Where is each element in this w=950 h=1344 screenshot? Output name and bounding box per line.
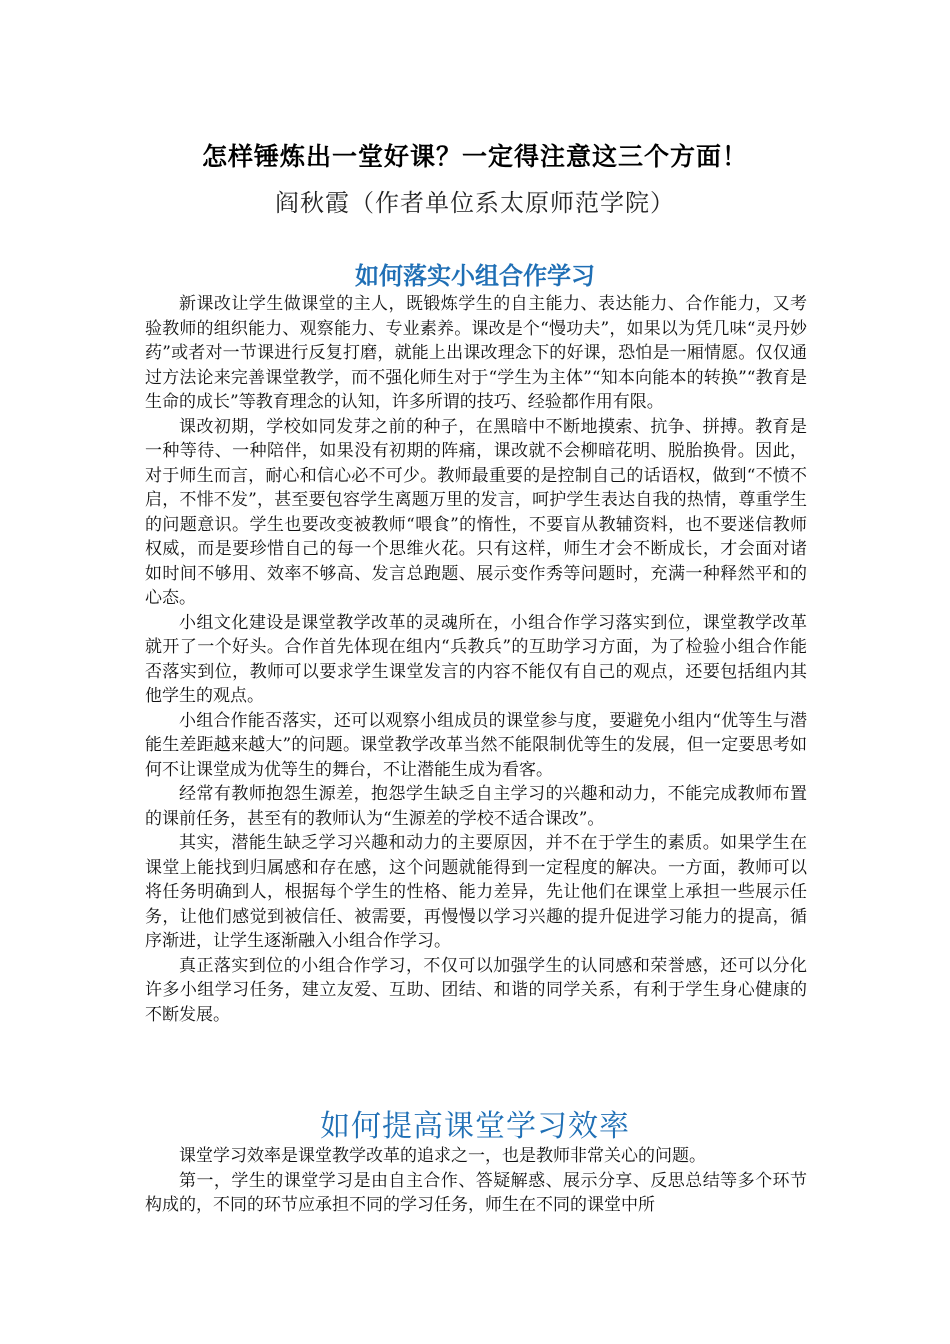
section-body-efficiency bbox=[145, 1144, 807, 1218]
paragraph: 课改初期，学校如同发芽之前的种子，在黑暗中不断地摸索、抗争、拼搏。教育是一种等待、一种陪伴，如果没有初期的阵痛，课改就不会柳暗花明、脱胎换骨。因此，对于师生而言，耐心和信心必不可少。教师最重要的是控制自己的话语权，做到“不愤不启，不悱不发”，甚至要包容学生离题万里的发言，呵护学生表达自我的热情，尊重学生的问题意识。学生也要改变被教师“喂食”的惰性，不要盲从教辅资料，也不要迷信教师权威，而是要珍惜自己的每一个思维火花。只有这样，师生才会不断成长，才会面对诸如时间不够用、效率不够高、发言总跑题、展示变作秀等问题时，充满一种释然平和的心态。 bbox=[145, 416, 807, 608]
paragraph: 第一，学生的课堂学习是由自主合作、答疑解惑、展示分享、反思总结等多个环节构成的，不同的环节应承担不同的学习任务，师生在不同的课堂中所 bbox=[145, 1170, 807, 1215]
paragraph: 新课改让学生做课堂的主人，既锻炼学生的自主能力、表达能力、合作能力，又考验教师的组织能力、观察能力、专业素养。课改是个“慢功夫”，如果以为凭几味“灵丹妙药”或者对一节课进行反复打磨，就能上出课改理念下的好课，恐怕是一厢情愿。仅仅通过方法论来完善课堂教学，而不强化师生对于“学生为主体”“知本向能本的转换”“教育是生命的成长”等教育理念的认知，许多所谓的技巧、经验都作用有限。 bbox=[145, 294, 807, 412]
section-body-group-learning bbox=[145, 292, 807, 1027]
paragraph: 小组文化建设是课堂教学改革的灵魂所在，小组合作学习落实到位，课堂教学改革就开了一个好头。合作首先体现在组内“兵教兵”的互助学习方面，为了检验小组合作能否落实到位，教师可以要求学生课堂发言的内容不能仅有自己的观点，还要包括组内其他学生的观点。 bbox=[145, 612, 807, 706]
section-heading-efficiency: 如何提高课堂学习效率 bbox=[320, 1109, 630, 1144]
paragraph: 小组合作能否落实，还可以观察小组成员的课堂参与度，要避免小组内“优等生与潜能生差距越来越大”的问题。课堂教学改革当然不能限制优等生的发展，但一定要思考如何不让课堂成为优等生的舞台，不让潜能生成为看客。 bbox=[145, 710, 807, 780]
paragraph: 其实，潜能生缺乏学习兴趣和动力的主要原因，并不在于学生的素质。如果学生在课堂上能找到归属感和存在感，这个问题就能得到一定程度的解决。一方面，教师可以将任务明确到人，根据每个学生的性格、能力差异，先让他们在课堂上承担一些展示任务，让他们感觉到被信任、被需要，再慢慢以学习兴趣的提升促进学习能力的提高，循序渐进，让学生逐渐融入小组合作学习。 bbox=[145, 833, 807, 951]
paragraph: 经常有教师抱怨生源差，抱怨学生缺乏自主学习的兴趣和动力，不能完成教师布置的课前任务，甚至有的教师认为“生源差的学校不适合课改”。 bbox=[145, 784, 807, 829]
paragraph: 课堂学习效率是课堂教学改革的追求之一，也是教师非常关心的问题。 bbox=[179, 1146, 706, 1166]
article-author: 阎秋霞（作者单位系太原师范学院） bbox=[275, 189, 675, 217]
section-heading-group-learning: 如何落实小组合作学习 bbox=[355, 261, 595, 290]
paragraph: 真正落实到位的小组合作学习，不仅可以加强学生的认同感和荣誉感，还可以分化许多小组学习任务，建立友爱、互助、团结、和谐的同学关系，有利于学生身心健康的不断发展。 bbox=[145, 955, 807, 1025]
article-title: 怎样锤炼出一堂好课？一定得注意这三个方面！ bbox=[201, 142, 748, 171]
